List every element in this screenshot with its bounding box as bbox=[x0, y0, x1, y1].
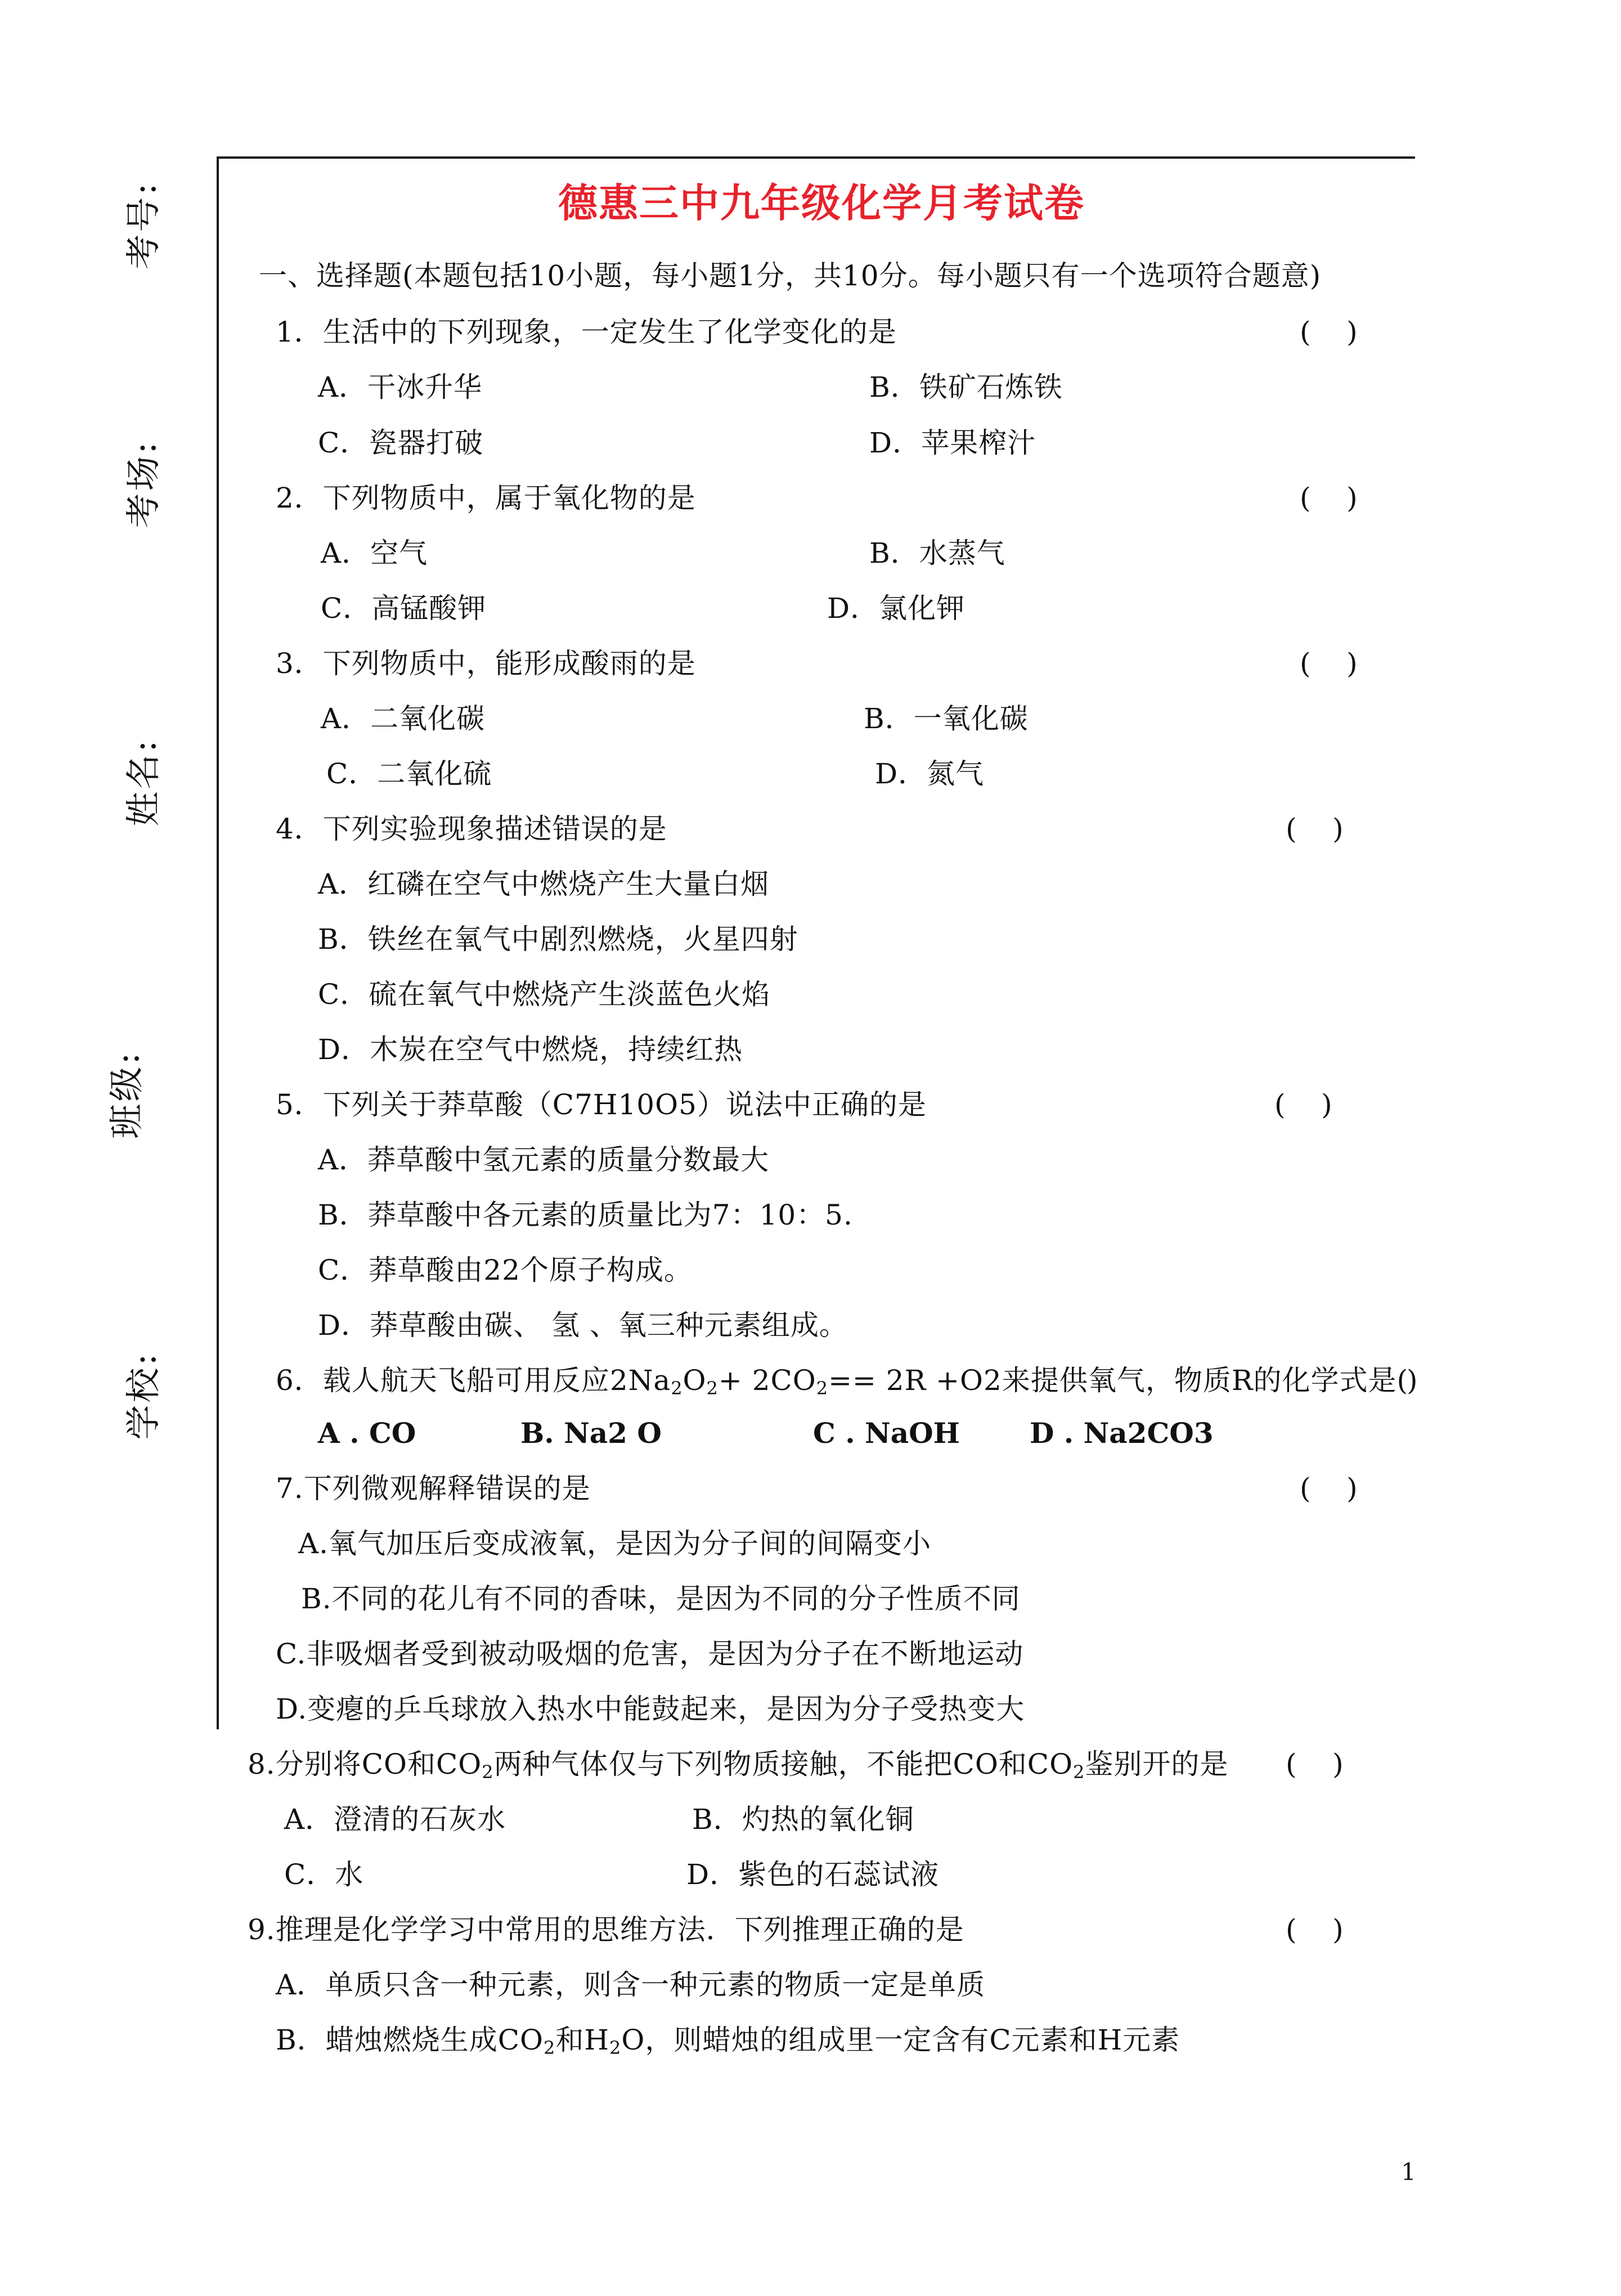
q1-option-c: C．瓷器打破 bbox=[318, 427, 484, 459]
top-rule bbox=[217, 156, 1415, 159]
q2-option-d: D．氯化钾 bbox=[827, 592, 966, 625]
q2-option-b: B．水蒸气 bbox=[869, 537, 1005, 569]
q1-answer-bracket: ( ) bbox=[1300, 316, 1358, 348]
q3-option-b: B．一氧化碳 bbox=[864, 702, 1029, 735]
q8-option-d: D．紫色的石蕊试液 bbox=[686, 1858, 940, 1891]
q6-stem bbox=[276, 1361, 1408, 1400]
q4-stem: 4．下列实验现象描述错误的是 bbox=[276, 813, 667, 845]
q7-option-d: D.变瘪的乒乓球放入热水中能鼓起来，是因为分子受热变大 bbox=[276, 1693, 1025, 1725]
page-number: 1 bbox=[1401, 2158, 1416, 2186]
q4-answer-bracket: ( ) bbox=[1286, 813, 1344, 845]
binding-rule bbox=[217, 156, 219, 1729]
q7-option-b: B.不同的花儿有不同的香味，是因为不同的分子性质不同 bbox=[301, 1582, 1021, 1615]
q6-stem-suffix: 来提供氧气，物质R的化学式是( bbox=[1002, 1364, 1409, 1397]
q7-stem: 7.下列微观解释错误的是 bbox=[276, 1472, 591, 1505]
q3-option-d: D．氮气 bbox=[875, 757, 985, 790]
q8-answer-bracket: ( ) bbox=[1286, 1748, 1344, 1781]
q7-option-a: A.氧气加压后变成液氧，是因为分子间的间隔变小 bbox=[298, 1527, 932, 1560]
q8-stem-part: 两种气体仅与下列物质接触，不能把CO和CO bbox=[493, 1748, 1074, 1781]
q2-option-c: C．高锰酸钾 bbox=[321, 592, 487, 625]
side-label-school: 学校: bbox=[123, 1351, 164, 1440]
q6-stem-prefix: 6．载人航天飞船可用反应 bbox=[276, 1364, 610, 1397]
q5-option-a: A．莽草酸中氢元素的质量分数最大 bbox=[318, 1143, 770, 1176]
q1-option-d: D．苹果榨汁 bbox=[869, 427, 1036, 459]
q4-option-b: B．铁丝在氧气中剧烈燃烧，火星四射 bbox=[318, 923, 798, 956]
q6-equation-products: == 2R +O2 bbox=[828, 1364, 1002, 1397]
q8-option-a: A．澄清的石灰水 bbox=[284, 1803, 506, 1836]
q8-subscript: 2 bbox=[1073, 1761, 1085, 1783]
q6-equation-reactant-2: + 2CO bbox=[718, 1364, 816, 1397]
q6-equation-reactant-1: 2Na bbox=[609, 1364, 671, 1397]
q3-option-a: A．二氧化碳 bbox=[321, 702, 486, 735]
q9-subscript: 2 bbox=[609, 2037, 622, 2059]
q1-stem: 1．生活中的下列现象，一定发生了化学变化的是 bbox=[276, 316, 897, 348]
q6-options-row bbox=[0, 1414, 1621, 1453]
q6-option-c: C . NaOH bbox=[813, 1416, 960, 1450]
q4-option-a: A．红磷在空气中燃烧产生大量白烟 bbox=[318, 868, 770, 900]
q5-stem: 5．下列关于莽草酸（C7H10O5）说法中正确的是 bbox=[276, 1088, 927, 1121]
q8-subscript: 2 bbox=[482, 1761, 494, 1783]
exam-title: 德惠三中九年级化学月考试卷 bbox=[558, 180, 1085, 226]
q3-option-c: C．二氧化硫 bbox=[326, 757, 492, 790]
q6-option-a: A . CO bbox=[318, 1416, 416, 1450]
q3-stem: 3．下列物质中，能形成酸雨的是 bbox=[276, 647, 696, 680]
q9-stem: 9.推理是化学学习中常用的思维方法．下列推理正确的是 bbox=[248, 1913, 964, 1946]
q8-option-b: B．灼热的氧化铜 bbox=[692, 1803, 914, 1836]
q3-answer-bracket: ( ) bbox=[1300, 647, 1358, 680]
q5-option-b: B．莽草酸中各元素的质量比为7：10：5. bbox=[318, 1199, 853, 1231]
q9-subscript: 2 bbox=[544, 2037, 556, 2059]
q1-option-b: B．铁矿石炼铁 bbox=[869, 371, 1063, 403]
side-label-class: 班级: bbox=[106, 1050, 147, 1139]
q5-answer-bracket: ( ) bbox=[1274, 1088, 1332, 1121]
q6-option-b: B. Na2 O bbox=[520, 1416, 662, 1450]
q2-option-a: A．空气 bbox=[321, 537, 428, 569]
q1-option-a: A．干冰升华 bbox=[318, 371, 483, 403]
q6-subscript: 2 bbox=[706, 1378, 719, 1399]
section-heading: 一、选择题(本题包括10小题，每小题1分，共10分。每小题只有一个选项符合题意) bbox=[259, 259, 1322, 292]
q6-subscript: 2 bbox=[816, 1378, 829, 1399]
q9-option-b-part: B．蜡烛燃烧生成CO bbox=[276, 2024, 544, 2056]
q5-option-c: C．莽草酸由22个原子构成。 bbox=[318, 1254, 693, 1286]
q8-stem-part: 鉴别开的是 bbox=[1085, 1748, 1229, 1781]
q6-option-d: D . Na2CO3 bbox=[1030, 1416, 1214, 1450]
side-label-exam-number: 考号: bbox=[123, 181, 164, 270]
q6-equation-oxygen: O bbox=[682, 1364, 707, 1397]
q5-option-d: D．莽草酸由碳、 氢 、氧三种元素组成。 bbox=[318, 1309, 848, 1342]
q4-option-c: C．硫在氧气中燃烧产生淡蓝色火焰 bbox=[318, 978, 771, 1011]
q6-bracket-close: ) bbox=[1407, 1364, 1418, 1397]
q9-option-b-part: O，则蜡烛的组成里一定含有C元素和H元素 bbox=[621, 2024, 1180, 2056]
q9-option-b-part: 和H bbox=[555, 2024, 609, 2056]
side-label-name: 姓名: bbox=[123, 738, 164, 827]
q6-subscript: 2 bbox=[671, 1378, 683, 1399]
q4-option-d: D．木炭在空气中燃烧，持续红热 bbox=[318, 1033, 743, 1066]
q2-stem: 2．下列物质中，属于氧化物的是 bbox=[276, 482, 696, 514]
q2-answer-bracket: ( ) bbox=[1300, 482, 1358, 514]
q9-option-a: A．单质只含一种元素，则含一种元素的物质一定是单质 bbox=[276, 1968, 986, 2001]
q7-answer-bracket: ( ) bbox=[1300, 1472, 1358, 1505]
q8-stem bbox=[248, 1745, 1228, 1784]
q8-option-c: C．水 bbox=[284, 1858, 364, 1891]
side-label-exam-room: 考场: bbox=[123, 440, 164, 528]
q7-option-c: C.非吸烟者受到被动吸烟的危害，是因为分子在不断地运动 bbox=[276, 1638, 1024, 1670]
q9-option-b bbox=[276, 2020, 1180, 2060]
q9-answer-bracket: ( ) bbox=[1286, 1913, 1344, 1946]
q8-stem-part: 8.分别将CO和CO bbox=[248, 1748, 482, 1781]
